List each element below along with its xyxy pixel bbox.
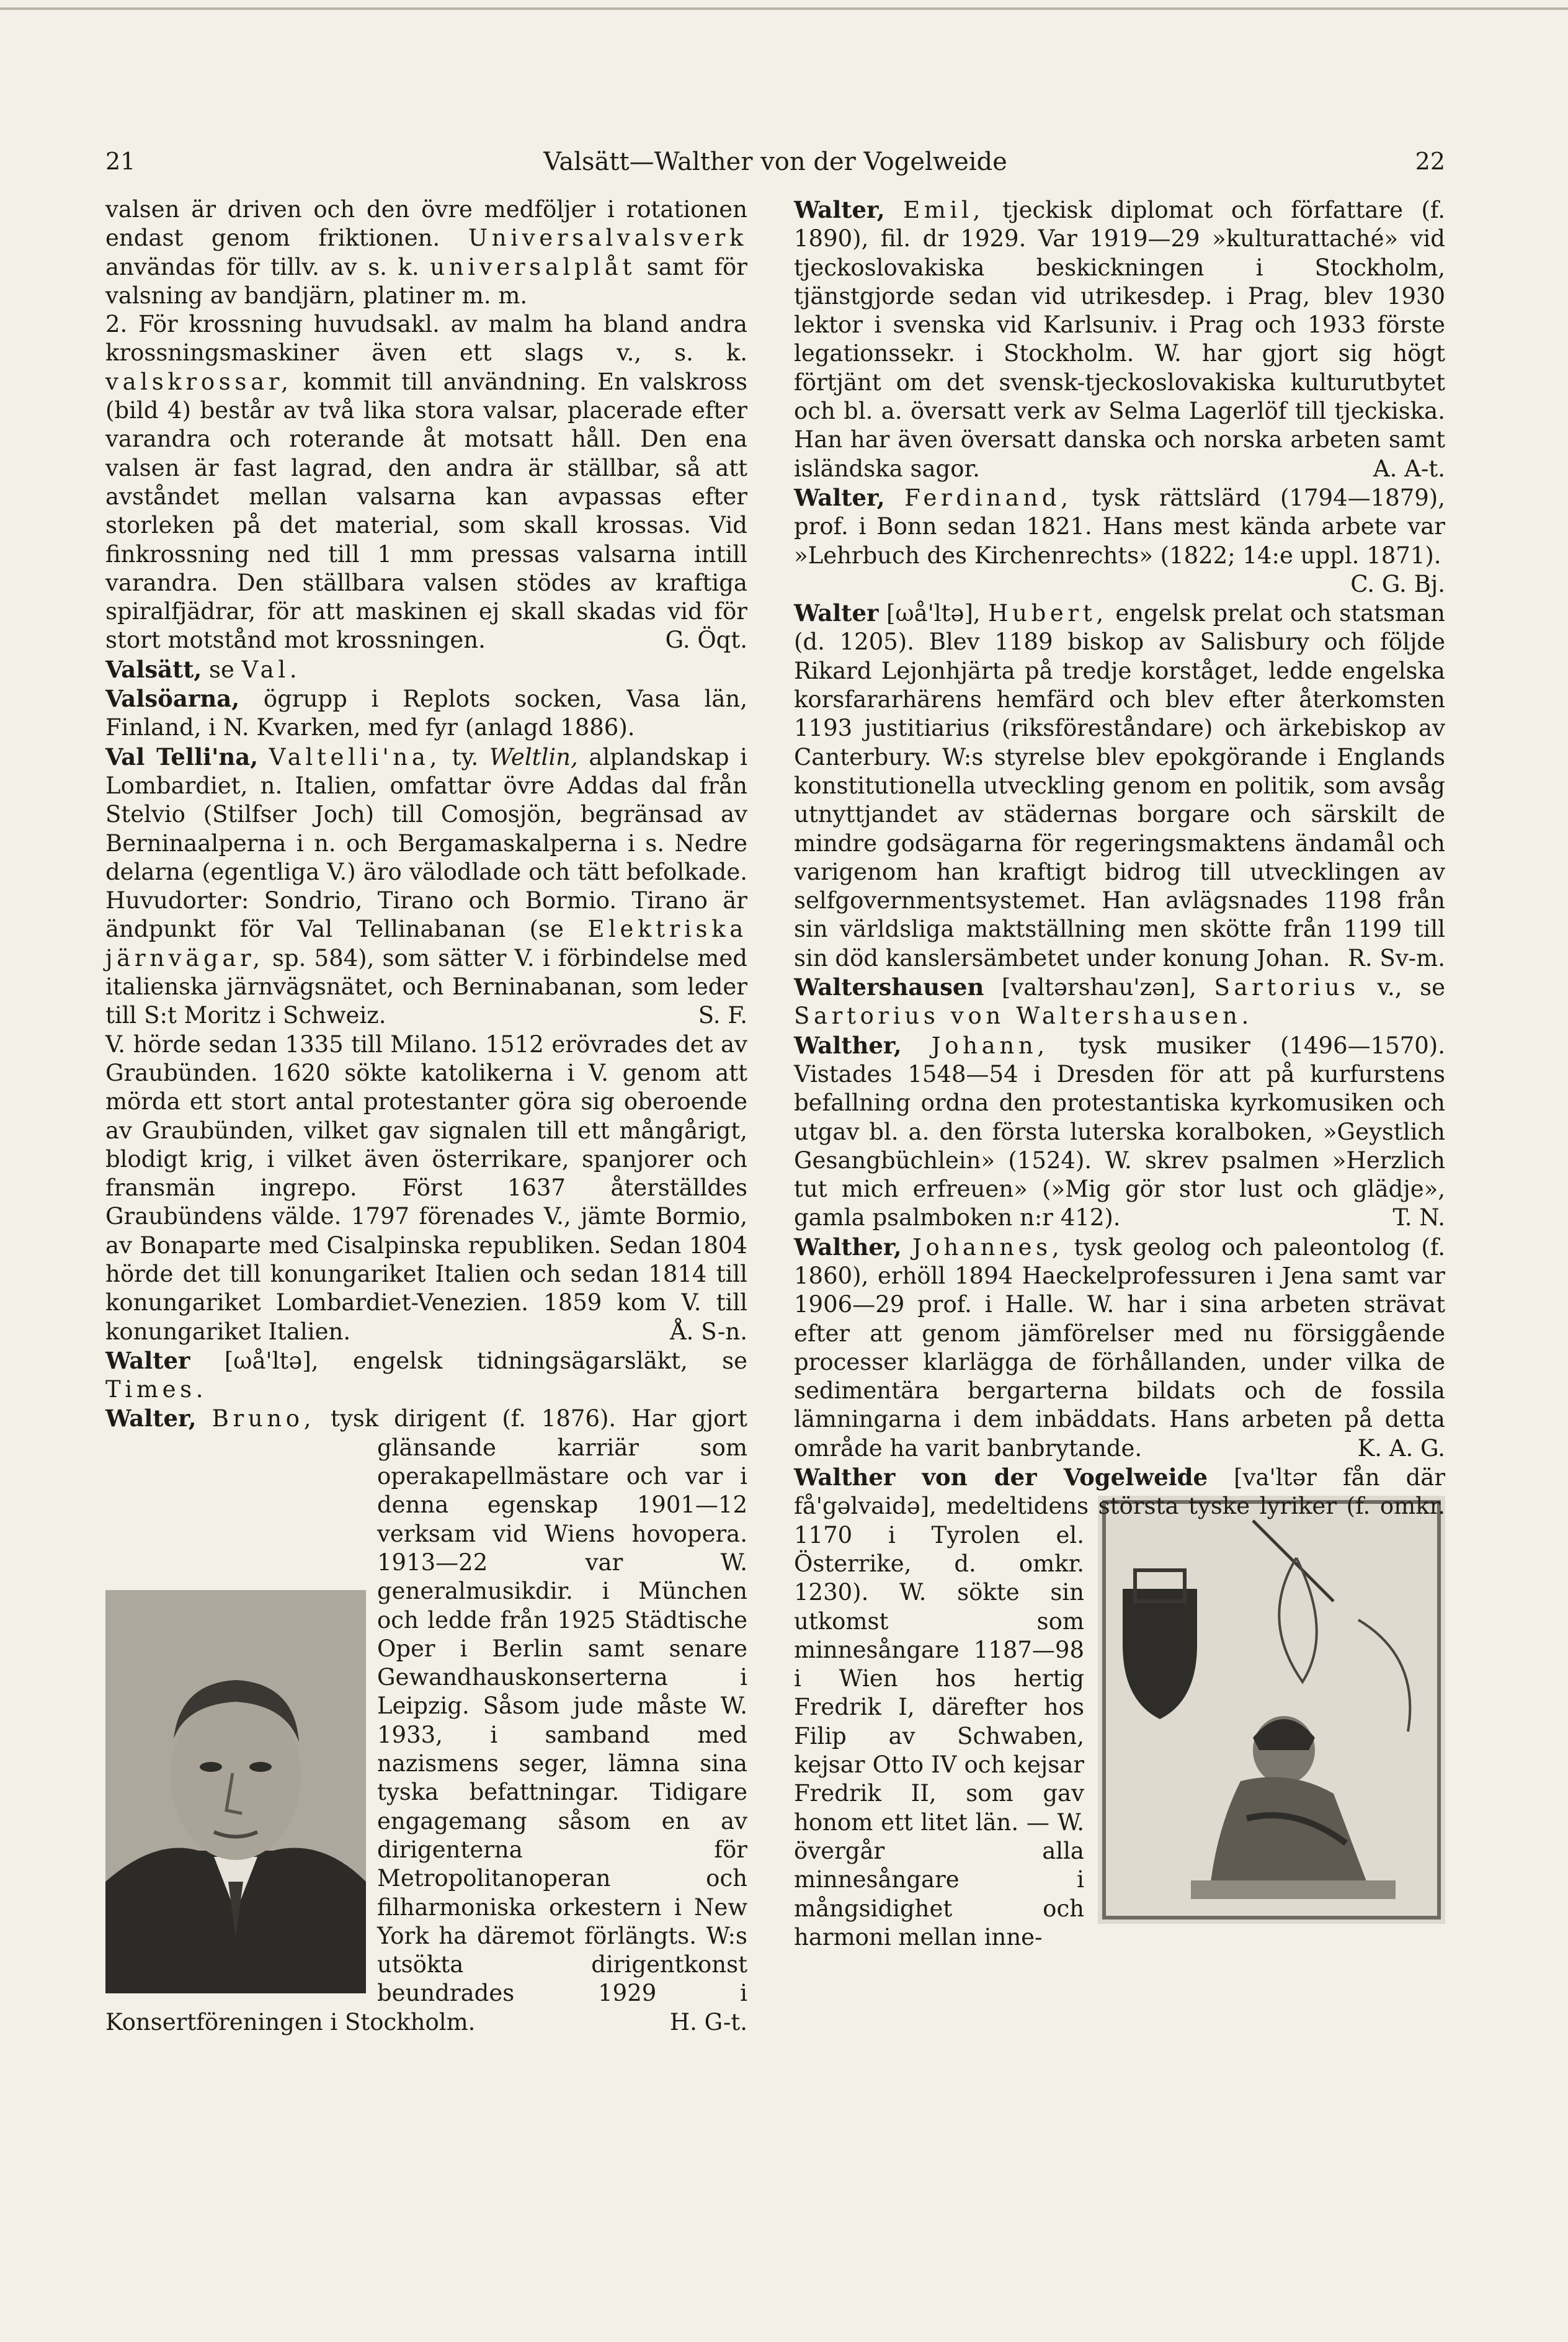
page-number-left: 21 bbox=[105, 148, 136, 175]
page-number-right: 22 bbox=[1415, 148, 1445, 175]
entry-valsverk: valsen är driven och den övre medföljer i rotationen endast genom friktionen. Universalvalsverk användas för tillv. av s. k. universalplåt samt för valsning av bandjärn, platiner m. m. bbox=[105, 196, 747, 309]
entry-walter-emil: Walter, Emil, tjeckisk diplomat och författare (f. 1890), fil. dr 1929. Var 1919—29 »kulturattaché» vid tjeckoslovakiska beskickningen i Stockholm, tjänstgjorde sedan vid utrikesdep. i Prag, blev 1930 lektor i svenska vid Karlsuniv. i Prag och 1933 förste legationssekr. i Stockholm. W. har gjort sig högt förtjänt om det svensk-tjeckoslovakiska kulturutbytet och bl. a. översatt verk av Selma Lagerlöf till tjeckiska. Han har även översatt danska och norska arbeten samt isländska sagor. A. A-t. bbox=[794, 196, 1445, 482]
entry-walter-bruno: Walter, Bruno, tysk dirigent (f. 1876). Har gjort glänsande karriär som operakapellmästare och var i denna egenskap 1901—12 verksam vid Wiens hovopera. 1913—22 var W. generalmusikdir. i München och ledde från 1925 Städtische Oper i Berlin samt senare Gewandhauskonserterna i Leipzig. Såsom jude måste W. 1933, i samband med nazismens seger, lämna sina tyska befattningar. Tidigare engagemang såsom en av dirigenterna för Metropolitanoperan och filharmoniska orkestern i New York ha däremot förlängts. W:s utsökta dirigentkonst beundrades 1929 i Konsertföreningen i Stockholm. H. G-t. bbox=[105, 1405, 747, 2036]
page-header bbox=[105, 148, 1445, 185]
right-column bbox=[794, 195, 1445, 1952]
top-rule bbox=[0, 7, 1568, 10]
signature: G. Öqt. bbox=[665, 627, 747, 654]
running-title: Valsätt—Walther von der Vogelweide bbox=[543, 148, 1007, 176]
entry-walter: Walter [ωå'ltə], engelsk tidningsägarsläkt, se Times. bbox=[105, 1346, 747, 1403]
bruno-walter-portrait bbox=[105, 1590, 366, 1993]
entry-walther-vogelweide: Walther von der Vogelweide [va'ltər fån där få'gəlvaidə], medeltidens största tyske lyriker (f. omkr. 1170 i Tyrolen el. Österrike, d. omkr. 1230). W. sökte sin utkomst som minnesångare 1187—98 i Wien hos hertig Fredrik I, därefter hos Filip av Schwaben, kejsar Otto IV och kejsar Fredrik II, som gav honom ett litet län. — W. övergår alla minnesångare i mångsidighet och harmoni mellan inne- bbox=[794, 1464, 1445, 1951]
entry-valsoarna: Valsöarna, ögrupp i Replots socken, Vasa län, Finland, i N. Kvarken, med fyr (anlagd 1886). bbox=[105, 685, 747, 741]
entry-walter-ferdinand: Walter, Ferdinand, tysk rättslärd (1794—1879), prof. i Bonn sedan 1821. Hans mest kända arbete var »Lehrbuch des Kirchenrechts» (1822; 14:e uppl. 1871). C. G. Bj. bbox=[794, 483, 1445, 597]
entry-val-tellina: Val Telli'na, Valtelli'na, ty. Weltlin, alplandskap i Lombardiet, n. Italien, omfattar övre Addas dal från Stelvio (Stilfser Joch) till Comosjön, begränsad av Berninaalperna i n. och Bergamaskalperna i s. Nedre delarna (egentliga V.) äro välodlade och tätt befolkade. Huvudorter: Sondrio, Tirano och Bormio. Tirano är ändpunkt för Val Tellinabanan (se Elektriska järnvägar, sp. 584), som sätter V. i förbindelse med italienska järnvägsnätet, och Berninabanan, som leder till S:t Moritz i Schweiz. S. F. bbox=[105, 743, 747, 1029]
entry-walther-johannes: Walther, Johannes, tysk geolog och paleontolog (f. 1860), erhöll 1894 Haeckelprofessuren i Jena samt var 1906—29 prof. i Halle. W. har i sina arbeten strävat efter att genom jämförelser med nu försiggående processer klarlägga de förhållanden, under vilka de sedimentära bergarterna bildats och de fossila lämningarna i dem inbäddats. Hans arbeten på detta område ha varit banbrytande. K. A. G. bbox=[794, 1233, 1446, 1462]
minnesinger-illustration bbox=[1098, 1496, 1445, 1924]
entry-val-tellina-history: V. hörde sedan 1335 till Milano. 1512 erövrades det av Graubünden. 1620 sökte katolikerna i V. genom att mörda ett stort antal protestanter göra sig oberoende av Graubünden, vilket gav signalen till ett mångårigt, blodigt krig, i vilket även österrikare, spanjorer och fransmän ingrepo. Först 1637 återställdes Graubündens välde. 1797 förenades V., jämte Bormio, av Bonaparte med Cisalpinska republiken. Sedan 1804 hörde det till konungariket Italien och sedan 1814 till konungariket Lombardiet-Venezien. 1859 kom V. till konungariket Italien. Å. S-n. bbox=[105, 1030, 747, 1345]
left-column bbox=[105, 195, 747, 2037]
entry-waltershausen: Waltershausen [valtərshau'zən], Sartorius v., se Sartorius von Waltershausen. bbox=[794, 973, 1445, 1030]
entry-valsatt: Valsätt, se Val. bbox=[105, 655, 301, 683]
entry-walter-hubert: Walter [ωå'ltə], Hubert, engelsk prelat och statsman (d. 1205). Blev 1189 biskop av Salisbury och följde Rikard Lejonhjärta på tredje korståget, ledde engelska korsfararhärens hemfärd och blev efter återkomsten 1193 justitiarius (riksföreståndare) och ärkebiskop av Canterbury. W:s styrelse blev epokgörande i Englands konstitutionella utveckling genom en politik, som avsåg utnyttjandet av städernas borgare och särskilt de mindre godsägarna för regeringsmaktens ändamål och varigenom han kraftigt bidrog till utvecklingen av selfgovernmentsystemet. Han avlägsnades 1198 från sin världsliga maktställning men skötte från 1199 till sin död kanslersämbetet under konung Johan. R. Sv-m. bbox=[794, 599, 1445, 972]
entry-valskross: 2. För krossning huvudsakl. av malm ha bland andra krossningsmaskiner även ett slags v., s. k. valskrossar, kommit till användning. En valskross (bild 4) består av två lika stora valsar, placerade efter varandra och roterande åt motsatt håll. Den ena valsen är fast lagrad, den andra är ställbar, så att avståndet mellan valsarna kan avpassas efter storleken på det material, som skall krossas. Vid finkrossning ned till 1 mm pressas valsarna intill varandra. Den ställbara valsen stödes av kraftiga spiralfjädrar, för att maskinen ej skall skadas vid för stort motstånd mot krossningen. G. Öqt. bbox=[105, 310, 747, 655]
entry-walther-johann: Walther, Johann, tysk musiker (1496—1570). Vistades 1548—54 i Dresden för att på kurfurstens befallning ordna den protestantiska kyrkomusiken och utgav bl. a. den första luterska koralboken, »Geystlich Gesangbüchlein» (1524). W. skrev psalmen »Herzlich tut mich erfreuen» (»Mig gör stor lust och glädje», gamla psalmboken n:r 412). T. N. bbox=[794, 1031, 1445, 1231]
